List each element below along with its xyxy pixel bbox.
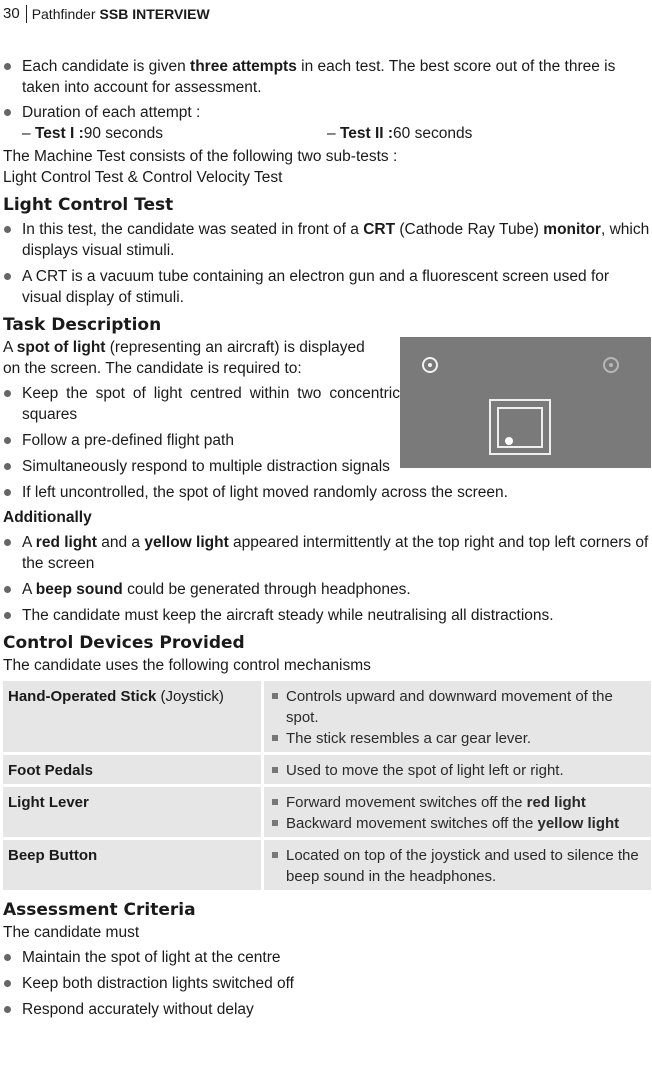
subtests-line: Light Control Test & Control Velocity Test: [3, 169, 283, 186]
task-intro: A spot of light (representing an aircraft) is displayed on the screen. The candidate is required to:: [3, 339, 365, 377]
list-item: Maintain the spot of light at the centre: [3, 947, 651, 968]
distraction-light-icon: [603, 357, 619, 373]
list-item: Controls upward and downward movement of the spot.: [269, 686, 646, 728]
list-item: The stick resembles a car gear lever.: [269, 728, 646, 749]
table-row: [3, 840, 651, 890]
device-cell: Foot Pedals: [3, 755, 264, 784]
page-content: [3, 56, 651, 1020]
running-header: [3, 4, 210, 24]
list-item: If left uncontrolled, the spot of light moved randomly across the screen.: [3, 482, 651, 503]
device-cell: Light Lever: [3, 787, 264, 837]
distraction-light-icon: [422, 357, 438, 373]
device-cell: Beep Button: [3, 840, 264, 890]
description-cell: [264, 755, 651, 784]
controls-table: [3, 678, 651, 893]
table-row: [3, 755, 651, 784]
header-brand: Pathfinder: [31, 5, 96, 22]
list-item: Forward movement switches off the red light: [269, 792, 646, 813]
description-cell: [264, 840, 651, 890]
description-cell: [264, 681, 651, 752]
additionally-list: [3, 532, 651, 626]
section-heading: Assessment Criteria: [3, 900, 196, 920]
controls-intro: The candidate uses the following control mechanisms: [3, 657, 371, 674]
duration-values: – Test I :90 seconds – Test II :60 seconds: [22, 125, 473, 142]
list-item: Keep the spot of light centred within two concentric squares: [3, 383, 400, 425]
list-item: Keep both distraction lights switched off: [3, 973, 651, 994]
page-number: 30: [3, 5, 27, 23]
list-item: Follow a pre-defined flight path: [3, 430, 651, 451]
list-item: A red light and a yellow light appeared intermittently at the top right and top left corners of the screen: [3, 532, 651, 574]
subheading: Additionally: [3, 509, 92, 526]
section-heading: Light Control Test: [3, 195, 174, 215]
subtests-line: The Machine Test consists of the following two sub-tests :: [3, 148, 398, 165]
section-heading: Control Devices Provided: [3, 633, 245, 653]
list-item: A beep sound could be generated through headphones.: [3, 579, 651, 600]
table-row: [3, 787, 651, 837]
list-item: A CRT is a vacuum tube containing an electron gun and a fluorescent screen used for visual display of stimuli.: [3, 266, 651, 308]
list-item: Respond accurately without delay: [3, 999, 651, 1020]
list-item: The candidate must keep the aircraft steady while neutralising all distractions.: [3, 605, 651, 626]
list-item: Simultaneously respond to multiple distraction signals: [3, 456, 651, 477]
intro-list: [3, 56, 651, 123]
list-item: In this test, the candidate was seated in front of a CRT (Cathode Ray Tube) monitor, which displays visual stimuli.: [3, 219, 651, 261]
table-row: [3, 681, 651, 752]
assessment-list: [3, 947, 651, 1020]
description-cell: [264, 787, 651, 837]
device-cell: Hand-Operated Stick (Joystick): [3, 681, 264, 752]
list-item: Located on top of the joystick and used to silence the beep sound in the headphones.: [269, 845, 646, 887]
light-control-list: [3, 219, 651, 308]
section-heading: Task Description: [3, 315, 162, 335]
list-item: Used to move the spot of light left or right.: [269, 760, 646, 781]
list-item: Duration of each attempt :: [3, 102, 651, 123]
list-item: Each candidate is given three attempts in each test. The best score out of the three is taken into account for assessment.: [3, 56, 651, 98]
header-title: SSB INTERVIEW: [99, 5, 210, 22]
list-item: Backward movement switches off the yellow light: [269, 813, 646, 834]
assessment-intro: The candidate must: [3, 924, 140, 941]
